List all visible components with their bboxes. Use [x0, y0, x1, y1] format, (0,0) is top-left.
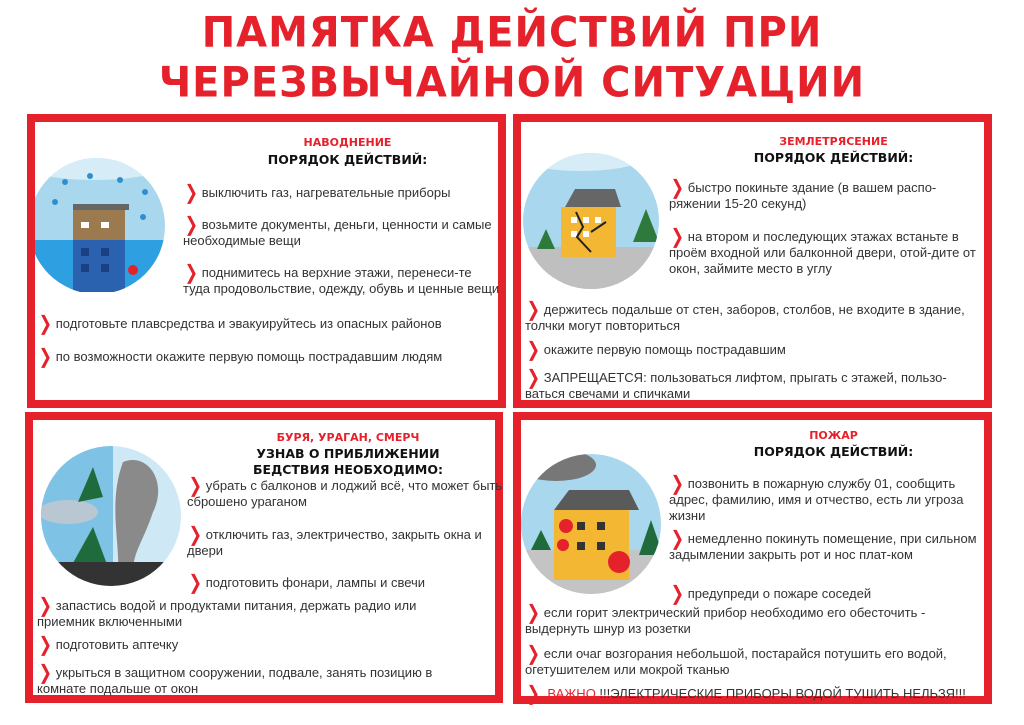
- fire-heading: ПОЖАР: [809, 429, 858, 442]
- storm-item-1: [187, 473, 507, 510]
- item-text: если очаг возгорания небольшой, постарайся потушить его водой, огетушителем или мокрой тканью: [525, 646, 947, 677]
- chevron-right-icon: ❯: [670, 526, 685, 550]
- chevron-right-icon: ❯: [38, 632, 53, 656]
- earthquake-item-2: [669, 224, 987, 277]
- fire-item-3: [669, 581, 987, 605]
- chevron-right-icon: ❯: [38, 593, 53, 617]
- item-text: по возможности окажите первую помощь пострадавшим людям: [55, 349, 443, 364]
- storm-item-3: [187, 570, 502, 594]
- earthquake-subheading: ПОРЯДОК ДЕЙСТВИЙ:: [753, 150, 914, 165]
- chevron-right-icon: ❯: [38, 660, 53, 684]
- chevron-right-icon: ❯: [526, 681, 541, 705]
- poster-title-line1: ПАМЯТКА ДЕЙСТВИЙ ПРИ: [201, 8, 823, 58]
- earthquake-heading: ЗЕМЛЕТРЯСЕНИЕ: [779, 135, 888, 148]
- fire-item-1: [669, 471, 991, 524]
- chevron-right-icon: ❯: [670, 581, 685, 605]
- chevron-right-icon: ❯: [670, 175, 685, 199]
- chevron-right-icon: ❯: [184, 260, 199, 284]
- fire-item-2: [669, 526, 987, 563]
- item-text: немедленно покинуть помещение, при сильном задымлении закрыть рот и нос плат-ком: [669, 531, 977, 562]
- earthquake-item-3: [525, 297, 965, 334]
- chevron-right-icon: ❯: [38, 311, 53, 335]
- flood-panel: [27, 114, 506, 408]
- storm-panel: [25, 412, 503, 703]
- item-text: на втором и последующих этажах встаньте в проём входной или балконной двери, отой-дите от окон, займите место в углу: [669, 229, 976, 276]
- chevron-right-icon: ❯: [38, 344, 53, 368]
- item-text: запастись водой и продуктами питания, держать радио или приемник включенными: [37, 598, 417, 629]
- item-text: убрать с балконов и лоджий всё, что может быть сброшено ураганом: [187, 478, 503, 509]
- earthquake-item-4: [525, 337, 965, 361]
- warning-label: ВАЖНО: [547, 686, 596, 701]
- flood-illustration: [35, 152, 175, 292]
- flood-item-1: [183, 180, 498, 204]
- storm-subheading-1: УЗНАВ О ПРИБЛИЖЕНИИ: [256, 446, 440, 461]
- item-text: выключить газ, нагревательные приборы: [201, 185, 451, 200]
- fire-item-4: [525, 600, 985, 637]
- storm-subheading-2: БЕДСТВИЯ НЕОБХОДИМО:: [253, 462, 443, 477]
- earthquake-item-1: [669, 175, 984, 212]
- chevron-right-icon: ❯: [526, 297, 541, 321]
- item-text: если горит электрический прибор необходимо его обесточить - выдернуть шнур из розетки: [525, 605, 926, 636]
- item-text: подготовить фонари, лампы и свечи: [205, 575, 426, 590]
- fire-illustration: [521, 450, 671, 600]
- earthquake-item-5: [525, 365, 975, 402]
- chevron-right-icon: ❯: [184, 212, 199, 236]
- item-text: позвонить в пожарную службу 01, сообщить адрес, фамилию, имя и отчество, есть ли угроза жизни: [669, 476, 964, 523]
- item-text: отключить газ, электричество, закрыть окна и двери: [187, 527, 482, 558]
- chevron-right-icon: ❯: [526, 337, 541, 361]
- item-text: предупреди о пожаре соседей: [687, 586, 872, 601]
- item-text: окажите первую помощь пострадавшим: [543, 342, 786, 357]
- chevron-right-icon: ❯: [670, 471, 685, 495]
- flood-item-2: [183, 212, 498, 249]
- storm-item-5: [37, 632, 477, 656]
- flood-item-4: [37, 311, 502, 335]
- chevron-right-icon: ❯: [188, 522, 203, 546]
- item-text: подготовьте плавсредства и эвакуируйтесь из опасных районов: [55, 316, 442, 331]
- item-text: укрыться в защитном сооружении, подвале, занять позицию в комнате подальше от окон: [37, 665, 433, 696]
- item-text: возьмите документы, деньги, ценности и самые необходимые вещи: [183, 217, 492, 248]
- storm-illustration: [38, 442, 188, 592]
- fire-warning: [525, 681, 985, 705]
- chevron-right-icon: ❯: [188, 473, 203, 497]
- item-text: держитесь подальше от стен, заборов, столбов, не входите в здание, толчки могут повториться: [525, 302, 965, 333]
- flood-item-5: [37, 344, 467, 368]
- flood-subheading: ПОРЯДОК ДЕЙСТВИЙ:: [267, 152, 428, 167]
- chevron-right-icon: ❯: [526, 365, 541, 389]
- chevron-right-icon: ❯: [670, 224, 685, 248]
- fire-item-5: [525, 641, 965, 678]
- storm-item-6: [37, 660, 477, 697]
- fire-subheading: ПОРЯДОК ДЕЙСТВИЙ:: [753, 444, 914, 459]
- chevron-right-icon: ❯: [526, 600, 541, 624]
- storm-item-4: [37, 593, 477, 630]
- flood-heading: НАВОДНЕНИЕ: [303, 136, 392, 149]
- item-text: быстро покиньте здание (в вашем распо-ряжении 15-20 секунд): [669, 180, 937, 211]
- item-text: поднимитесь на верхние этажи, перенеси-те туда продовольствие, одежду, обувь и ценные вещи: [183, 265, 500, 296]
- chevron-right-icon: ❯: [526, 641, 541, 665]
- storm-heading: БУРЯ, УРАГАН, СМЕРЧ: [276, 431, 420, 444]
- earthquake-illustration: [521, 147, 671, 297]
- flood-item-3: [183, 260, 501, 297]
- earthquake-panel: [513, 114, 992, 408]
- warning-text: !!!ЭЛЕКТРИЧЕСКИЕ ПРИБОРЫ ВОДОЙ ТУШИТЬ НЕЛЬЗЯ!!!: [595, 686, 966, 701]
- storm-item-2: [187, 522, 502, 559]
- item-text: подготовить аптечку: [55, 637, 179, 652]
- item-text: ЗАПРЕЩАЕТСЯ: пользоваться лифтом, прыгать с этажей, пользо-ваться свечами и спичками: [525, 370, 947, 401]
- chevron-right-icon: ❯: [188, 570, 203, 594]
- chevron-right-icon: ❯: [184, 180, 199, 204]
- fire-panel: [513, 412, 992, 704]
- poster-title-line2: ЧЕРЕЗВЫЧАЙНОЙ СИТУАЦИИ: [158, 58, 866, 108]
